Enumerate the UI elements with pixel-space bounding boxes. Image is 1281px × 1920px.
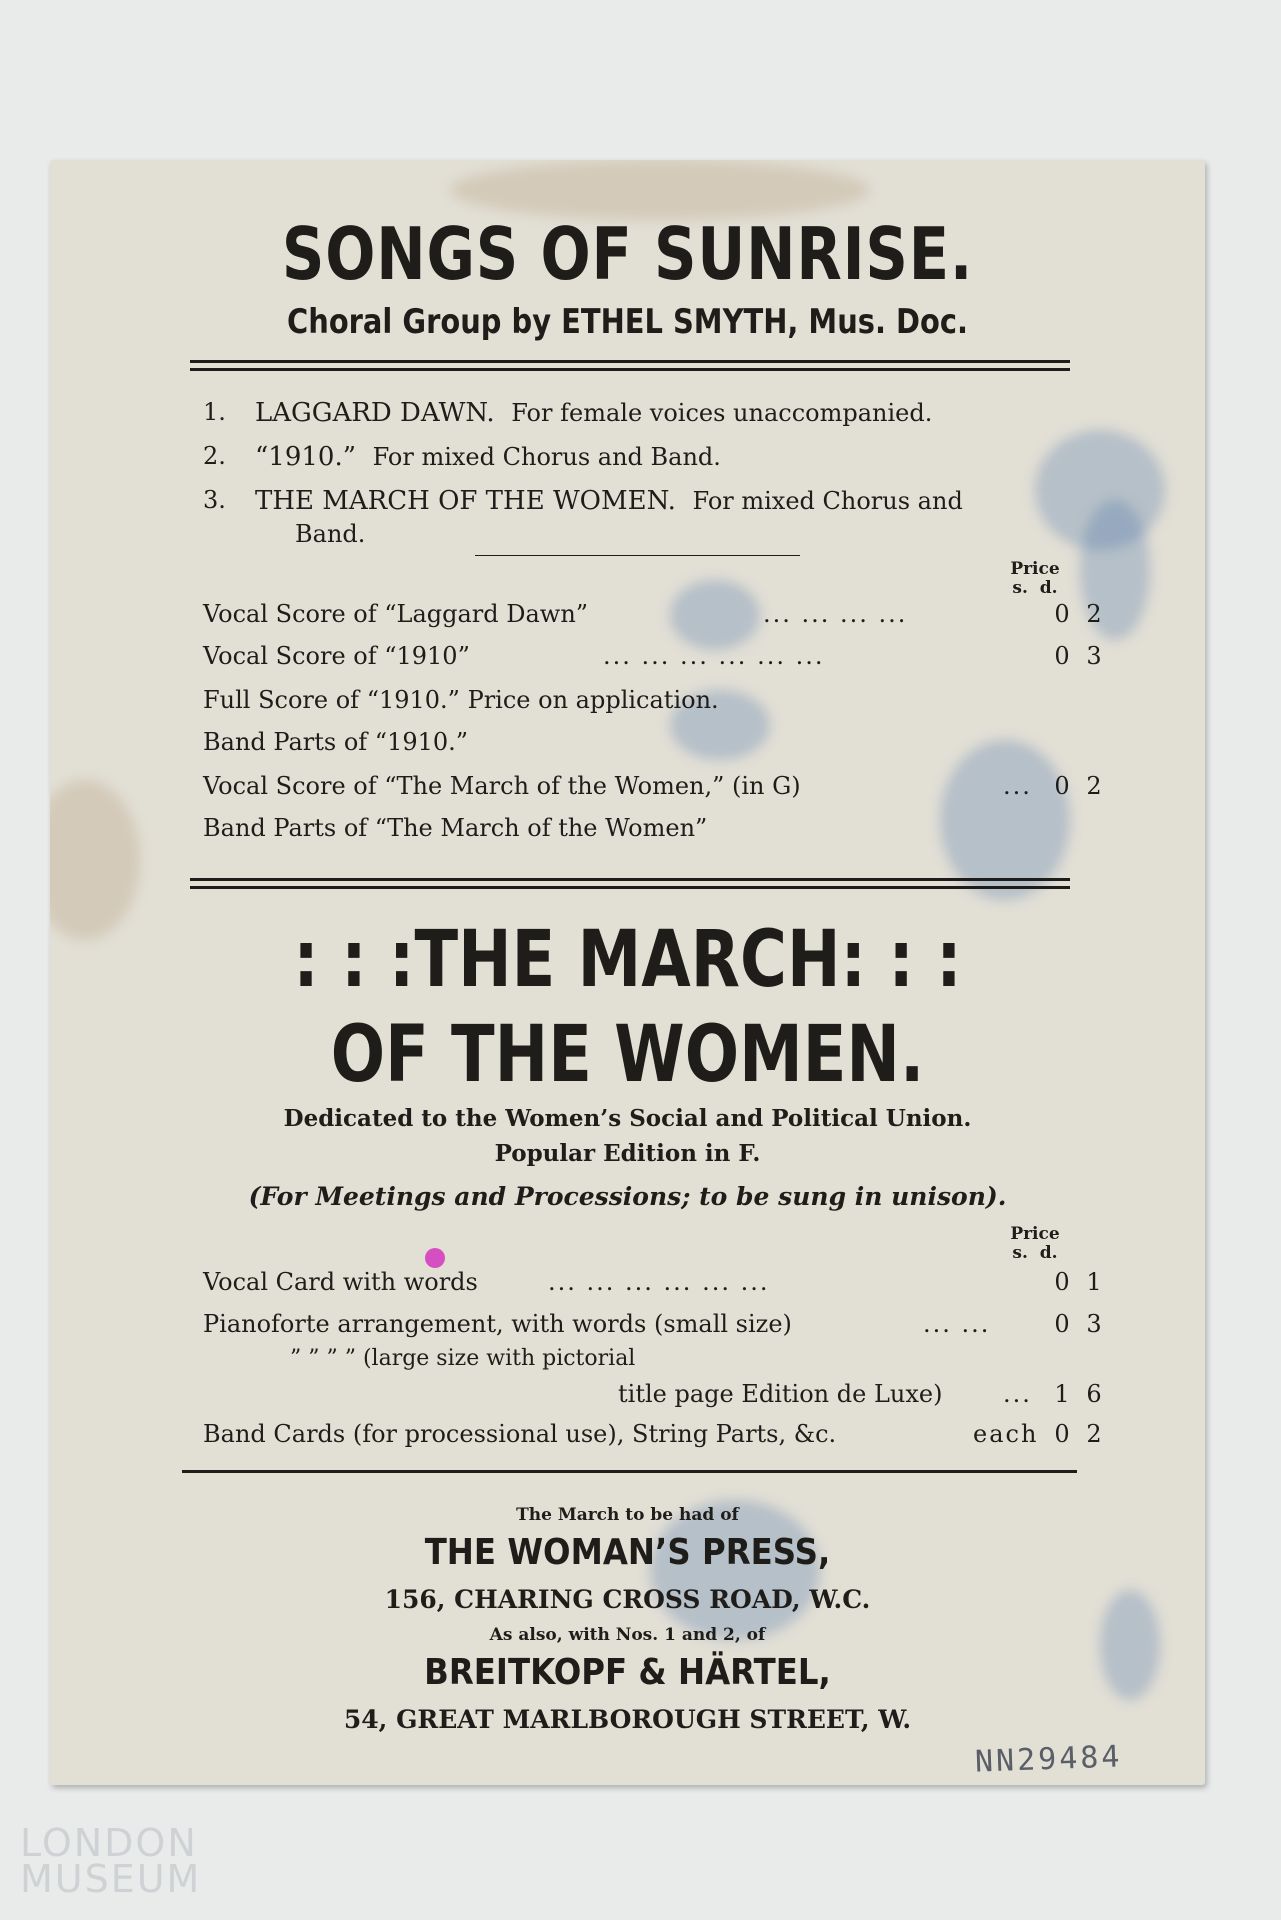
price-row: ” ” ” ” (large size with pictorial — [290, 1346, 636, 1371]
watermark-logo: LONDON MUSEUM — [20, 1821, 202, 1901]
usage-note: (For Meetings and Processions; to be sung in unison). — [248, 1182, 1007, 1211]
divider — [182, 1470, 1077, 1473]
list-item — [203, 486, 1103, 520]
price-row: Vocal Card with words ... ... ... ... ... ... 0 1 — [203, 1268, 1102, 1296]
edition: Popular Edition in F. — [494, 1140, 761, 1167]
price-row: Band Parts of “1910.” — [203, 728, 469, 756]
song-name: LAGGARD DAWN. For female voices unaccompanied. — [255, 398, 933, 428]
price-row: Pianoforte arrangement, with words (small size) ... ... 0 3 — [203, 1310, 1102, 1338]
dedication: Dedicated to the Women’s Social and Political Union. — [283, 1105, 972, 1132]
availability-note: As also, with Nos. 1 and 2, of — [489, 1625, 766, 1645]
march-title-line2: OF THE WOMEN. — [330, 1010, 925, 1100]
pink-mark — [425, 1248, 445, 1268]
price-row: Full Score of “1910.” Price on application. — [203, 686, 719, 714]
short-divider — [475, 555, 800, 556]
availability-note: The March to be had of — [516, 1505, 739, 1525]
divider — [190, 878, 1070, 881]
price-row: Band Parts of “The March of the Women” — [203, 814, 708, 842]
item-number: 2. — [203, 442, 226, 470]
price-row: Vocal Score of “1910” ... ... ... ... ... ... 0 3 — [203, 642, 1102, 670]
price-row: Vocal Score of “Laggard Dawn” ... ... ... ... 0 2 — [203, 600, 1102, 628]
divider — [190, 886, 1070, 889]
publisher-name: THE WOMAN’S PRESS, — [424, 1532, 831, 1573]
publisher-name: BREITKOPF & HÄRTEL, — [424, 1652, 831, 1693]
card-subtitle: Choral Group by ETHEL SMYTH, Mus. Doc. — [287, 302, 968, 342]
price-header: Price s. d. — [1010, 1224, 1060, 1263]
item-number: 1. — [203, 398, 226, 426]
catalog-number: NN29484 — [974, 1739, 1124, 1780]
publisher-address: 54, GREAT MARLBOROUGH STREET, W. — [343, 1705, 912, 1734]
publisher-address: 156, CHARING CROSS ROAD, W.C. — [384, 1585, 871, 1614]
song-card — [50, 160, 1205, 1785]
song-name: “1910.” For mixed Chorus and Band. — [255, 442, 721, 472]
item-number: 3. — [203, 486, 226, 514]
price-row: Vocal Score of “The March of the Women,” (in G) ... 0 2 — [203, 772, 1102, 800]
divider — [190, 368, 1070, 371]
song-desc-continued: Band. — [295, 520, 366, 548]
divider — [190, 360, 1070, 363]
price-row: title page Edition de Luxe) ... 1 6 — [618, 1380, 1102, 1408]
price-row: Band Cards (for processional use), String Parts, &c. each 0 2 — [203, 1420, 1102, 1448]
price-header: Price s. d. — [1010, 559, 1060, 598]
list-item — [203, 398, 1103, 432]
song-name: THE MARCH OF THE WOMEN. For mixed Chorus and — [255, 486, 963, 516]
list-item — [203, 442, 1103, 476]
march-title-line1: : : :THE MARCH: : : — [293, 915, 962, 1005]
card-title: SONGS OF SUNRISE. — [281, 212, 974, 296]
